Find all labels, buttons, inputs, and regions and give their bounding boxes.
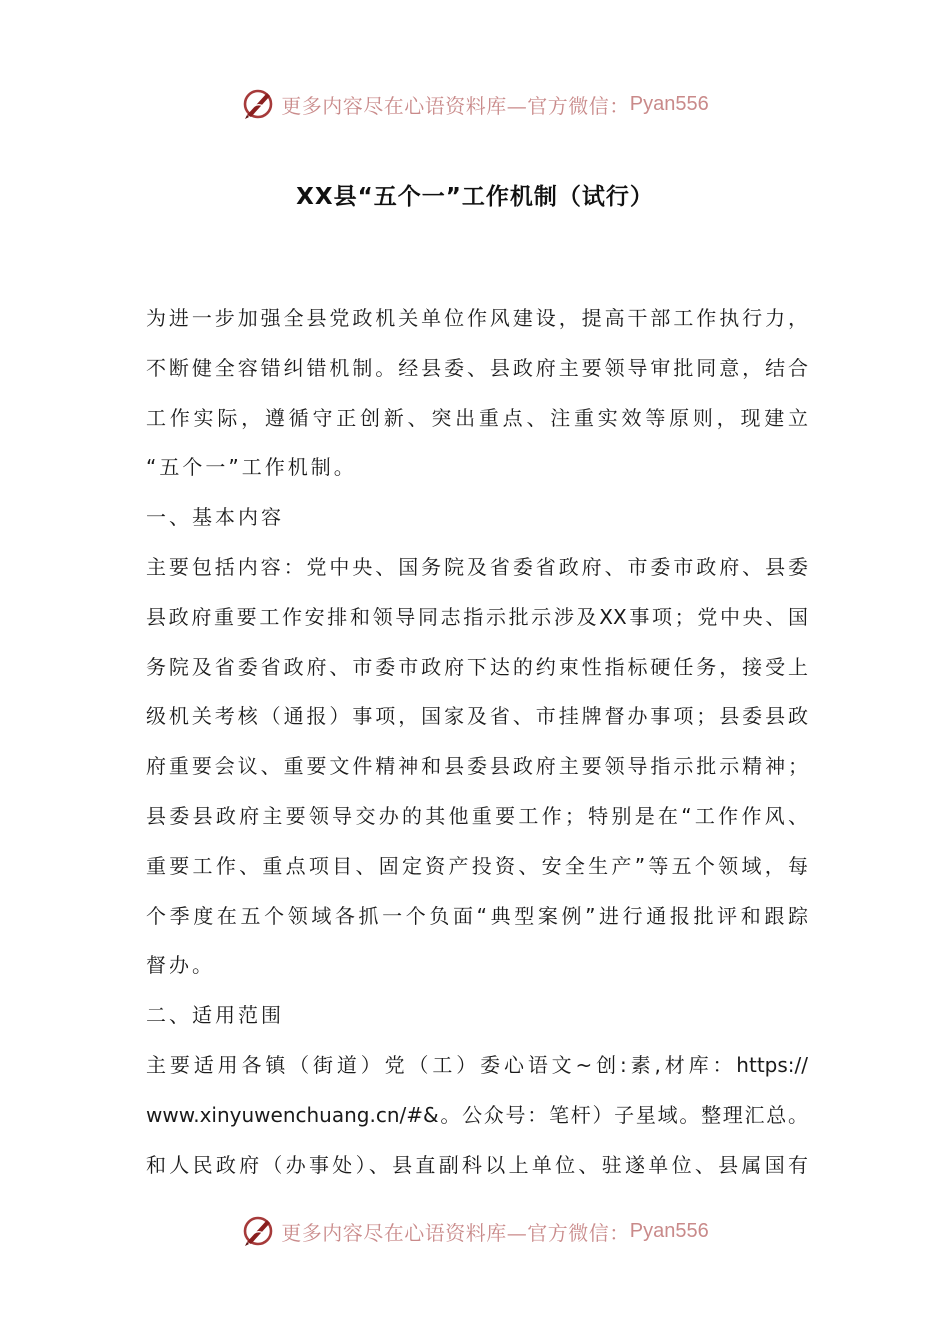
body-line: “五个一”工作机制。 [146, 455, 357, 480]
body-line: 二、适用范围 [146, 1003, 284, 1028]
pen-logo-icon [241, 87, 275, 121]
body-line: 县政府重要工作安排和领导同志指示批示涉及XX事项；党中央、国 [146, 604, 808, 629]
body-line: 主要包括内容：党中央、国务院及省委省政府、市委市政府、县委 [146, 554, 808, 579]
banner-wechat-id: Pyan556 [629, 1219, 709, 1242]
body-line: 为进一步加强全县党政机关单位作风建设，提高干部工作执行力， [146, 306, 808, 330]
body-line: 个季度在五个领域各抓一个负面“典型案例”进行通报批评和跟踪 [146, 903, 808, 928]
banner-wechat-id: Pyan556 [629, 92, 709, 115]
body-line: 工作实际，遵循守正创新、突出重点、注重实效等原则，现建立 [146, 405, 808, 430]
body-line: 级机关考核（通报）事项，国家及省、市挂牌督办事项；县委县政 [146, 704, 808, 729]
body-line: 不断健全容错纠错机制。经县委、县政府主要领导审批同意，结合 [146, 355, 808, 380]
body-line: www.xinyuwenchuang.cn/#&。公众号：笔杆）子星域。整理汇总。 [146, 1102, 808, 1127]
document-title: XX县“五个一”工作机制（试行） [296, 184, 654, 210]
pen-logo-icon [241, 1214, 275, 1248]
body-line: 重要工作、重点项目、固定资产投资、安全生产”等五个领域，每 [146, 853, 808, 878]
banner-text: 更多内容尽在心语资料库—官方微信： [281, 93, 630, 118]
banner-text: 更多内容尽在心语资料库—官方微信： [281, 1220, 630, 1245]
body-line: 一、基本内容 [146, 505, 284, 530]
body-line: 府重要会议、重要文件精神和县委县政府主要领导指示批示精神； [146, 754, 808, 779]
body-line: 和人民政府（办事处）、县直副科以上单位、驻遂单位、县属国有 [146, 1152, 808, 1177]
header-watermark-banner [0, 84, 950, 124]
document-body [146, 294, 808, 1190]
footer-watermark-banner [0, 1211, 950, 1251]
body-line: 主要适用各镇（街道）党（工）委心语文~创:素,材库：https:// [146, 1052, 808, 1077]
body-line: 督办。 [146, 953, 215, 978]
body-line: 务院及省委省政府、市委市政府下达的约束性指标硬任务，接受上 [146, 654, 808, 679]
body-line: 县委县政府主要领导交办的其他重要工作；特别是在“工作作风、 [146, 803, 808, 828]
